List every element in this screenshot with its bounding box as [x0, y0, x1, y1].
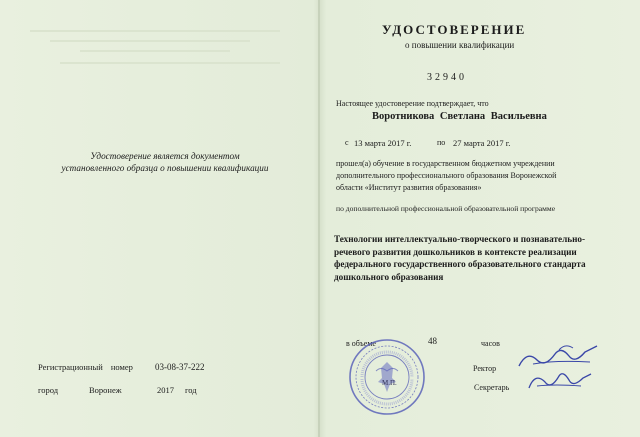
- volume-label: в объеме: [346, 339, 376, 348]
- document-number: 32940: [427, 72, 467, 83]
- faint-line: [50, 40, 250, 42]
- document-subtitle: о повышении квалификации: [405, 40, 515, 50]
- rector-label: Ректор: [473, 364, 497, 373]
- holder-name: Воротникова Светлана Васильевна: [372, 111, 547, 122]
- program-title-line: речевого развития дошкольников в контексте реализации: [334, 246, 577, 257]
- registration-number: 03-08-37-222: [155, 362, 205, 372]
- program-title-line: федерального государственного образовательного стандарта: [334, 259, 586, 269]
- intro-text: Настоящее удостоверение подтверждает, что: [336, 99, 489, 108]
- page-fold: [318, 0, 320, 437]
- program-title-line: дошкольного образования: [334, 271, 444, 282]
- registration-label: Регистрационный номер: [38, 362, 133, 372]
- training-line: дополнительного профессионального образования Воронежской: [336, 171, 557, 180]
- date-to: 27 марта 2017 г.: [453, 138, 511, 148]
- hours-word: часов: [481, 339, 500, 348]
- left-page-note: [40, 150, 290, 174]
- note-line: установленного образца о повышении квалификации: [61, 163, 269, 173]
- secretary-label: Секретарь: [474, 383, 510, 392]
- program-title-line: Технологии интеллектуально-творческого и познавательно-: [334, 234, 586, 244]
- faint-line: [60, 62, 280, 64]
- training-line: прошел(а) обучение в государственном бюджетном учреждении: [336, 159, 555, 168]
- training-institution: [336, 158, 556, 194]
- seal-mark: М.П.: [382, 379, 397, 387]
- faint-line: [80, 50, 230, 52]
- date-from-word: с: [345, 138, 349, 147]
- secretary-signature-icon: [525, 366, 595, 396]
- city-label: город: [38, 385, 59, 395]
- program-title: [334, 233, 634, 283]
- date-from: 13 марта 2017 г.: [354, 138, 412, 148]
- note-line: Удостоверение является документом: [90, 151, 240, 161]
- document-title: УДОСТОВЕРЕНИЕ: [382, 22, 527, 37]
- official-seal-icon: [348, 338, 426, 416]
- date-to-word: по: [437, 138, 446, 147]
- city-value: Воронеж: [89, 385, 122, 395]
- year-word: год: [185, 385, 197, 395]
- faint-line: [30, 30, 280, 32]
- program-label: по дополнительной профессиональной образовательной программе: [336, 204, 556, 213]
- training-line: области «Институт развития образования»: [336, 183, 482, 192]
- year-value: 2017: [157, 385, 174, 395]
- volume-hours: 48: [428, 336, 437, 346]
